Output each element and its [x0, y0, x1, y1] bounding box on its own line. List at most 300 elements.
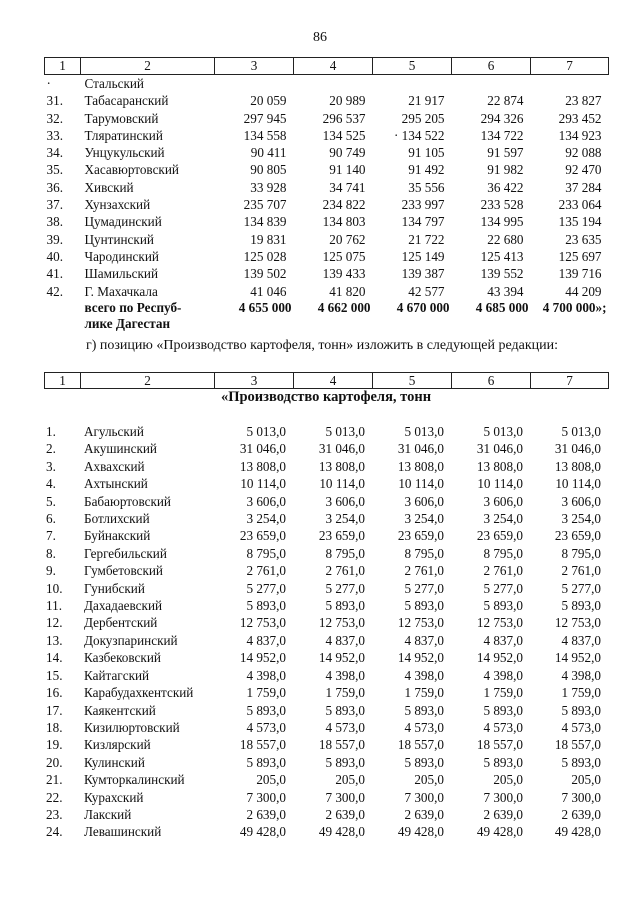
district-name: Буйнакский [84, 528, 151, 544]
year-value: 7 300,0 [246, 789, 286, 805]
column-header: 6 [452, 373, 531, 389]
column-header: 2 [81, 58, 215, 75]
year-value: 2 761,0 [483, 563, 523, 579]
table-row [44, 614, 608, 631]
year-value: 22 874 [487, 93, 524, 109]
district-name: Ахвахский [84, 458, 145, 474]
row-number: 4. [46, 476, 56, 492]
year-value: 5 893,0 [404, 702, 444, 718]
year-value: 31 046,0 [476, 441, 523, 457]
year-value: 139 502 [243, 266, 287, 282]
potato-production-table [44, 423, 608, 841]
year-value: 43 394 [487, 283, 524, 299]
table-row [45, 127, 609, 144]
district-name: Дербентский [84, 615, 158, 631]
year-value: 20 762 [329, 231, 366, 247]
row-number: 9. [46, 563, 56, 579]
year-value: 205,0 [414, 772, 444, 788]
table-row [45, 213, 609, 230]
year-value: 90 411 [250, 145, 287, 161]
year-value: 205,0 [256, 772, 286, 788]
year-value: 23 827 [565, 93, 602, 109]
year-value: 3 606,0 [404, 493, 444, 509]
table-row [44, 754, 608, 771]
year-value: 295 205 [401, 110, 445, 126]
district-name: Бабаюртовский [84, 493, 171, 509]
year-value: 91 492 [408, 162, 445, 178]
year-value: 41 046 [250, 283, 287, 299]
year-value: 5 893,0 [561, 598, 601, 614]
year-value: 4 573,0 [404, 719, 444, 735]
year-value: 5 277,0 [483, 580, 523, 596]
total-row [45, 300, 609, 332]
year-value: 139 433 [322, 266, 366, 282]
year-value: 7 300,0 [404, 789, 444, 805]
year-value: 5 893,0 [325, 754, 365, 770]
year-value: 125 413 [480, 248, 524, 264]
table-row [44, 545, 608, 562]
year-value: 14 952,0 [318, 650, 365, 666]
year-value: 41 820 [329, 283, 366, 299]
table-header-row [45, 58, 609, 75]
year-value: 134 797 [401, 214, 445, 230]
year-value: 139 387 [401, 266, 445, 282]
table-row [44, 719, 608, 736]
district-name: Левашинский [84, 824, 162, 840]
year-value: 125 149 [401, 248, 445, 264]
row-number: 31. [46, 93, 63, 109]
district-name: Каякентский [84, 702, 156, 718]
year-value: 235 707 [243, 197, 287, 213]
year-value: 5 277,0 [404, 580, 444, 596]
year-value: 4 398,0 [246, 667, 286, 683]
column-header: 3 [215, 58, 294, 75]
year-value: 31 046,0 [318, 441, 365, 457]
year-value: 12 753,0 [476, 615, 523, 631]
year-value: 5 277,0 [325, 580, 365, 596]
potato-table-header [44, 372, 609, 389]
year-value: 205,0 [571, 772, 601, 788]
year-value: 36 422 [487, 179, 524, 195]
year-value: 125 028 [243, 248, 287, 264]
year-value: 49 428,0 [397, 824, 444, 840]
district-name: Казбековский [84, 650, 161, 666]
column-header: 1 [45, 58, 81, 75]
year-value: 10 114,0 [398, 476, 444, 492]
year-value: 8 795,0 [561, 545, 601, 561]
year-value: 3 606,0 [483, 493, 523, 509]
year-value: 14 952,0 [476, 650, 523, 666]
row-number: 15. [46, 667, 63, 683]
year-value: 297 945 [243, 110, 287, 126]
district-name: Ахтынский [84, 476, 148, 492]
district-name: Дахадаевский [84, 598, 163, 614]
year-value: 12 753,0 [554, 615, 601, 631]
year-value: 21 917 [408, 93, 445, 109]
year-value: 5 893,0 [325, 702, 365, 718]
row-number: 2. [46, 441, 56, 457]
total-value: 4 655 000 [238, 299, 292, 315]
table-row [45, 179, 609, 196]
year-value: 31 046,0 [397, 441, 444, 457]
table-row [44, 458, 608, 475]
year-value: 49 428,0 [476, 824, 523, 840]
row-number: 1. [46, 424, 56, 439]
district-name: Лакский [84, 806, 132, 822]
year-value: 139 552 [480, 266, 524, 282]
year-value: 233 528 [480, 197, 524, 213]
row-number: 14. [46, 650, 63, 666]
year-value: 134 558 [243, 127, 287, 143]
row-number: 6. [46, 511, 56, 527]
total-label [81, 300, 215, 332]
table-row [44, 632, 608, 649]
year-value: 5 013,0 [561, 424, 601, 439]
year-value: 2 639,0 [246, 806, 286, 822]
year-value: 5 893,0 [246, 702, 286, 718]
year-value: 125 075 [322, 248, 366, 264]
year-value: 233 997 [401, 197, 445, 213]
district-name: Гумбетовский [84, 563, 163, 579]
row-number: 10. [46, 580, 63, 596]
district-name: Унцукульский [84, 145, 165, 161]
total-label-line2: лике Дагестан [84, 315, 171, 331]
year-value: · 134 522 [393, 127, 445, 143]
year-value: 91 597 [487, 145, 524, 161]
year-value: 5 893,0 [561, 754, 601, 770]
year-value: 20 059 [250, 93, 287, 109]
table-row [45, 196, 609, 213]
year-value: 13 808,0 [239, 458, 286, 474]
year-value: 13 808,0 [397, 458, 444, 474]
year-value: 20 989 [329, 93, 366, 109]
district-name: Кайтагский [84, 667, 150, 683]
year-value: 134 722 [480, 127, 524, 143]
year-value: 23 635 [565, 231, 602, 247]
year-value: 3 254,0 [404, 511, 444, 527]
year-value: 134 839 [243, 214, 287, 230]
year-value: 10 114,0 [319, 476, 365, 492]
year-value: 4 573,0 [325, 719, 365, 735]
table-row [45, 248, 609, 265]
table-row [44, 493, 608, 510]
year-value: 4 573,0 [561, 719, 601, 735]
year-value: 49 428,0 [318, 824, 365, 840]
year-value: 2 761,0 [561, 563, 601, 579]
year-value: 21 722 [408, 231, 445, 247]
district-name: Тляратинский [84, 127, 163, 143]
row-number: 35. [46, 162, 63, 178]
year-value: 22 680 [487, 231, 524, 247]
year-value: 5 893,0 [404, 598, 444, 614]
table-row [45, 161, 609, 178]
year-value: 14 952,0 [554, 650, 601, 666]
year-value: 4 837,0 [404, 632, 444, 648]
year-value: 90 805 [250, 162, 287, 178]
row-number: 20. [46, 754, 63, 770]
district-name: Стальский [84, 76, 144, 91]
year-value: 3 254,0 [483, 511, 523, 527]
total-value: 4 700 000»; [542, 299, 607, 315]
year-value: 139 716 [558, 266, 602, 282]
year-value: 2 761,0 [325, 563, 365, 579]
year-value: 2 639,0 [483, 806, 523, 822]
year-value: 18 557,0 [318, 737, 365, 753]
year-value: 3 606,0 [246, 493, 286, 509]
column-header: 5 [373, 58, 452, 75]
district-name: Тарумовский [84, 110, 159, 126]
district-name: Кизилюртовский [84, 719, 180, 735]
row-number: 33. [46, 127, 63, 143]
district-name: Карабудахкентский [84, 685, 194, 701]
year-value: 37 284 [565, 179, 602, 195]
table-row [44, 789, 608, 806]
district-name: Цумадинский [84, 214, 162, 230]
total-label-line1: всего по Респуб- [84, 299, 182, 315]
district-name: Шамильский [84, 266, 159, 282]
row-number: 12. [46, 615, 63, 631]
row-number: · [46, 76, 51, 91]
column-header: 7 [531, 58, 609, 75]
district-name: Цунтинский [84, 231, 154, 247]
year-value: 91 140 [329, 162, 366, 178]
row-number: 13. [46, 632, 63, 648]
total-value: 4 662 000 [317, 299, 371, 315]
year-value: 31 046,0 [239, 441, 286, 457]
year-value: 134 923 [558, 127, 602, 143]
district-name: Докузпаринский [84, 632, 178, 648]
total-value: 4 685 000 [475, 299, 529, 315]
year-value: 7 300,0 [483, 789, 523, 805]
year-value: 10 114,0 [555, 476, 601, 492]
column-header: 7 [531, 373, 609, 389]
column-header: 6 [452, 58, 531, 75]
column-header: 2 [81, 373, 215, 389]
year-value: 1 759,0 [325, 685, 365, 701]
year-value: 18 557,0 [397, 737, 444, 753]
row-number: 3. [46, 458, 56, 474]
year-value: 44 209 [565, 283, 602, 299]
year-value: 1 759,0 [404, 685, 444, 701]
district-name: Агульский [84, 424, 144, 439]
year-value: 23 659,0 [397, 528, 444, 544]
year-value: 13 808,0 [554, 458, 601, 474]
year-value: 3 254,0 [325, 511, 365, 527]
row-number: 18. [46, 719, 63, 735]
table-row [45, 265, 609, 282]
district-name: Хасавюртовский [84, 162, 179, 178]
row-number: 17. [46, 702, 63, 718]
year-value: 34 741 [329, 179, 366, 195]
row-number: 42. [46, 283, 63, 299]
column-header: 4 [294, 373, 373, 389]
table-row [44, 475, 608, 492]
row-number: 40. [46, 248, 63, 264]
year-value: 205,0 [335, 772, 365, 788]
year-value: 134 525 [322, 127, 366, 143]
year-value: 35 556 [408, 179, 445, 195]
year-value: 125 697 [558, 248, 602, 264]
table-row [45, 283, 609, 300]
year-value: 5 013,0 [325, 424, 365, 439]
column-header: 1 [45, 373, 81, 389]
year-value: 7 300,0 [561, 789, 601, 805]
table-row [45, 144, 609, 161]
column-header: 3 [215, 373, 294, 389]
table-row [44, 702, 608, 719]
row-number: 23. [46, 806, 63, 822]
amendment-note: г) позицию «Производство картофеля, тонн» изложить в следующей редакции: [86, 338, 559, 353]
year-value: 296 537 [322, 110, 366, 126]
year-value: 5 893,0 [404, 754, 444, 770]
table-row [44, 806, 608, 823]
population-table [44, 57, 609, 332]
year-value: 7 300,0 [325, 789, 365, 805]
year-value: 5 277,0 [561, 580, 601, 596]
year-value: 4 398,0 [325, 667, 365, 683]
year-value: 5 893,0 [246, 754, 286, 770]
row-number: 5. [46, 493, 56, 509]
year-value: 2 639,0 [561, 806, 601, 822]
year-value: 8 795,0 [404, 545, 444, 561]
district-name: Гергебильский [84, 545, 167, 561]
year-value: 90 749 [329, 145, 366, 161]
section-title: «Производство картофеля, тонн [220, 389, 432, 405]
year-value: 13 808,0 [476, 458, 523, 474]
year-value: 8 795,0 [246, 545, 286, 561]
year-value: 4 837,0 [483, 632, 523, 648]
district-name: Кумторкалинский [84, 772, 185, 788]
year-value: 91 105 [408, 145, 445, 161]
year-value: 4 837,0 [325, 632, 365, 648]
row-number: 19. [46, 737, 63, 753]
year-value: 10 114,0 [240, 476, 286, 492]
table-row [44, 423, 608, 440]
district-name: Табасаранский [84, 93, 169, 109]
year-value: 4 573,0 [246, 719, 286, 735]
table-row [44, 684, 608, 701]
table-row [44, 440, 608, 457]
district-name: Курахский [84, 789, 144, 805]
table-row [45, 110, 609, 127]
year-value: 5 893,0 [561, 702, 601, 718]
table-row [44, 510, 608, 527]
year-value: 5 893,0 [483, 702, 523, 718]
year-value: 134 995 [480, 214, 524, 230]
year-value: 2 761,0 [404, 563, 444, 579]
year-value: 134 803 [322, 214, 366, 230]
year-value: 1 759,0 [483, 685, 523, 701]
year-value: 5 893,0 [325, 598, 365, 614]
year-value: 1 759,0 [561, 685, 601, 701]
year-value: 3 606,0 [325, 493, 365, 509]
year-value: 294 326 [480, 110, 524, 126]
table-header-row [45, 373, 609, 389]
year-value: 234 822 [322, 197, 366, 213]
year-value: 205,0 [493, 772, 523, 788]
year-value: 12 753,0 [397, 615, 444, 631]
row-number: 16. [46, 685, 63, 701]
row-number: 21. [46, 772, 63, 788]
row-number: 24. [46, 824, 63, 840]
row-number: 38. [46, 214, 63, 230]
year-value: 23 659,0 [318, 528, 365, 544]
district-name: Хивский [84, 179, 134, 195]
year-value: 4 837,0 [561, 632, 601, 648]
district-name: Кизлярский [84, 737, 151, 753]
year-value: 23 659,0 [239, 528, 286, 544]
year-value: 14 952,0 [239, 650, 286, 666]
year-value: 12 753,0 [318, 615, 365, 631]
year-value: 4 573,0 [483, 719, 523, 735]
row-number: 39. [46, 231, 63, 247]
row-number: 22. [46, 789, 63, 805]
year-value: 2 761,0 [246, 563, 286, 579]
row-number: 8. [46, 545, 56, 561]
year-value: 13 808,0 [318, 458, 365, 474]
year-value: 5 277,0 [246, 580, 286, 596]
year-value: 293 452 [558, 110, 602, 126]
year-value: 3 606,0 [561, 493, 601, 509]
year-value: 19 831 [250, 231, 287, 247]
year-value: 4 398,0 [561, 667, 601, 683]
year-value: 5 013,0 [483, 424, 523, 439]
year-value: 5 893,0 [246, 598, 286, 614]
year-value: 49 428,0 [554, 824, 601, 840]
year-value: 49 428,0 [239, 824, 286, 840]
year-value: 23 659,0 [476, 528, 523, 544]
district-name: Хунзахский [84, 197, 151, 213]
row-number: 32. [46, 110, 63, 126]
table-row [44, 527, 608, 544]
column-header: 5 [373, 373, 452, 389]
district-name: Чародинский [84, 248, 159, 264]
year-value: 3 254,0 [246, 511, 286, 527]
year-value: 1 759,0 [246, 685, 286, 701]
year-value: 135 194 [558, 214, 602, 230]
year-value: 5 893,0 [483, 598, 523, 614]
year-value: 91 982 [487, 162, 524, 178]
row-number: 37. [46, 197, 63, 213]
row-number: 11. [46, 598, 62, 614]
table-row [44, 580, 608, 597]
table-row [44, 823, 608, 840]
table-row [44, 667, 608, 684]
year-value: 8 795,0 [483, 545, 523, 561]
district-name: Акушинский [84, 441, 157, 457]
year-value: 31 046,0 [554, 441, 601, 457]
district-name: Кулинский [84, 754, 145, 770]
district-name: Ботлихский [84, 511, 150, 527]
table-row [45, 92, 609, 109]
year-value: 2 639,0 [404, 806, 444, 822]
year-value: 12 753,0 [239, 615, 286, 631]
year-value: 3 254,0 [561, 511, 601, 527]
table-row [45, 231, 609, 248]
table-row [44, 562, 608, 579]
year-value: 4 398,0 [404, 667, 444, 683]
table-row [44, 597, 608, 614]
year-value: 8 795,0 [325, 545, 365, 561]
year-value: 42 577 [408, 283, 445, 299]
year-value: 92 088 [565, 145, 602, 161]
row-number: 36. [46, 179, 63, 195]
year-value: 5 893,0 [483, 754, 523, 770]
year-value: 33 928 [250, 179, 287, 195]
table-row [44, 649, 608, 666]
year-value: 4 837,0 [246, 632, 286, 648]
row-number: 41. [46, 266, 63, 282]
